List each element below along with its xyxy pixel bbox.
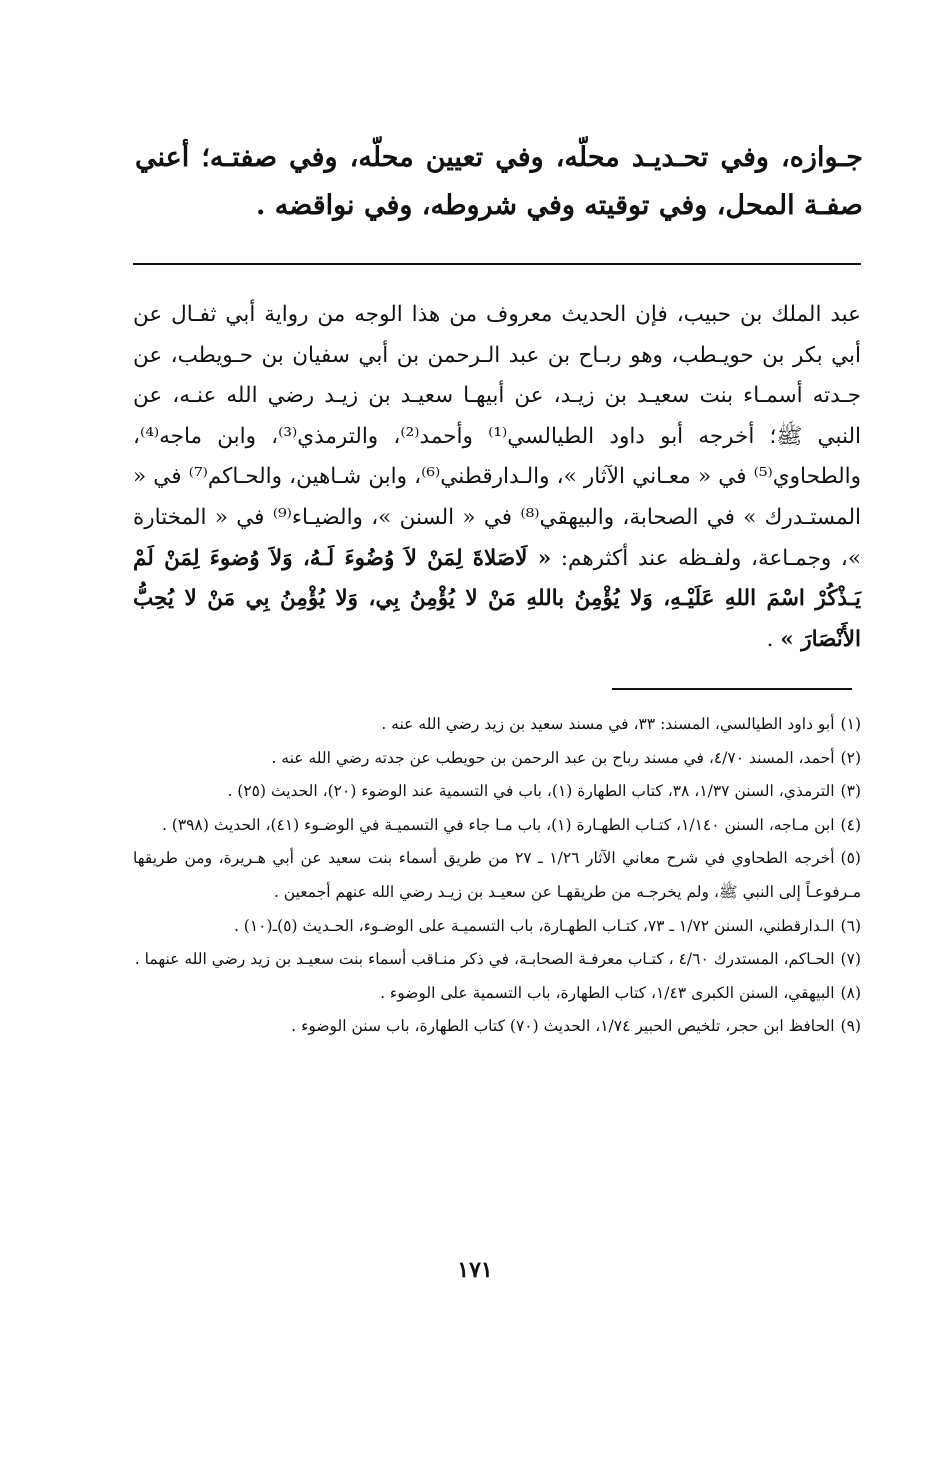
footnote-9 bbox=[133, 1010, 861, 1044]
footnote-number: (٧) bbox=[840, 950, 861, 969]
footnote-number: (٦) bbox=[840, 916, 861, 935]
hadith-quote: « لَاصَلاةَ لِمَنْ لاَ وُضُوءَ لَـهُ، وَلاَ وُضوءَ لِمَنْ لَمْ يَـذْكُرْ اسْمَ اللهِ عَلَيْـهِ، وَلا يُؤْمِنُ باللهِ مَنْ لا يُؤْمِنُ بِي، وَلا يُؤْمِنُ بِي مَنْ لا يُحِبُّ الأَنْصَارَ » bbox=[133, 545, 861, 652]
main-paragraph bbox=[133, 295, 861, 660]
hadith-paragraph bbox=[133, 295, 861, 660]
hadith-intro-text: عبد الملك بن حبيب، فإن الحديث معروف من هذا الوجه من رواية أبي ثفـال عن أبي بكر بن حويـطب، وهو ربـاح بن عبد الـرحمن بن أبي سفيان بن حـويطب، عن جـدته أسمـاء بنت سعيـد بن زيـد، عن أبيهـا سعيـد بن زيـد رضي الله عنـه، عن النبي ﷺ؛ أخرجه أبو داود الطيالسي⁽¹⁾ وأحمد⁽²⁾، والترمذي⁽³⁾، وابن ماجه⁽⁴⁾، والطحاوي⁽⁵⁾ في « معـاني الآثار »، والـدارقطني⁽⁶⁾، وابن شـاهين، والحـاكم⁽⁷⁾ في « المستـدرك » في الصحابة، والبيهقي⁽⁸⁾ في « السنن »، والضيـاء⁽⁹⁾ في « المختارة »، وجمـاعة، ولفـظه عند أكثرهم: bbox=[133, 302, 861, 571]
page-number: ١٧١ bbox=[457, 1257, 493, 1283]
footnotes-list bbox=[133, 708, 861, 1044]
footnote-number: (٣) bbox=[840, 782, 861, 801]
footnote-6 bbox=[133, 910, 861, 944]
footnote-number: (٩) bbox=[840, 1017, 861, 1036]
hadith-end: . bbox=[766, 626, 781, 652]
section-divider bbox=[133, 263, 861, 265]
intro-paragraph bbox=[135, 134, 863, 230]
footnote-number: (٤) bbox=[840, 815, 861, 834]
footnote-1 bbox=[133, 708, 861, 742]
footnote-text: أبو داود الطيالسي، المسند: ٣٣، في مسند سعيد بن زيد رضي الله عنه . bbox=[381, 715, 835, 733]
intro-text: جـوازه، وفي تحـديـد محلّه، وفي تعيين محلّه، وفي صفتـه؛ أعني صفـة المحل، وفي توقيته وفي شروطه، وفي نواقضه . bbox=[135, 142, 863, 221]
footnote-text: الترمذي، السنن ١/٣٧، ٣٨، كتاب الطهارة (١)، باب في التسمية عند الوضوء (٢٠)، الحديث (٢٥) . bbox=[227, 782, 835, 801]
footnote-text: البيهقي، السنن الكبرى ١/٤٣، كتاب الطهارة، باب التسمية على الوضوء . bbox=[380, 983, 835, 1002]
footnote-number: (١) bbox=[840, 715, 861, 733]
footnote-3 bbox=[133, 775, 861, 809]
footnote-8 bbox=[133, 977, 861, 1011]
footnote-2 bbox=[133, 742, 861, 776]
footnote-text: الـدارقطني، السنن ١/٧٢ ـ ٧٣، كتـاب الطهـارة، باب التسميـة على الوضـوء، الحـديث (٥)ـ(١٠) . bbox=[233, 916, 835, 935]
footnote-text: أحمد، المسند ٤/٧٠، في مسند رباح بن عبد الرحمن بن حويطب عن جدته رضي الله عنه . bbox=[271, 748, 835, 767]
footnote-text: الحـاكم، المستدرك ٤/٦٠ ، كتـاب معرفـة الصحابـة، في ذكر منـاقب أسماء بنت سعيـد بن زيد رضي الله عنهما . bbox=[134, 950, 835, 969]
footnote-4 bbox=[133, 809, 861, 843]
footnote-number: (٢) bbox=[840, 748, 861, 767]
footnote-text: أخرجه الطحاوي في شرح معاني الآثار ١/٢٦ ـ ٢٧ من طريق أسماء بنت سعيد عن أبي هـريرة، ومن طريقها مـرفوعـاً إلى النبي ﷺ، ولم يخرجـه من طريقهـا عن سعيـد بن زيـد رضي الله عنهم أجمعين . bbox=[133, 849, 861, 901]
footnote-divider bbox=[612, 688, 852, 690]
footnote-number: (٨) bbox=[840, 983, 861, 1002]
footnote-number: (٥) bbox=[840, 849, 861, 868]
footnote-7 bbox=[133, 943, 861, 977]
footnote-text: ابن مـاجه، السنن ١/١٤٠، كتـاب الطهـارة (١)، باب مـا جاء في التسميـة في الوضـوء (٤١)، الحديث (٣٩٨) . bbox=[161, 815, 835, 834]
footnote-5 bbox=[133, 842, 861, 909]
footnote-text: الحافظ ابن حجر، تلخيص الحبير ١/٧٤، الحديث (٧٠) كتاب الطهارة، باب سنن الوضوء . bbox=[291, 1017, 835, 1036]
